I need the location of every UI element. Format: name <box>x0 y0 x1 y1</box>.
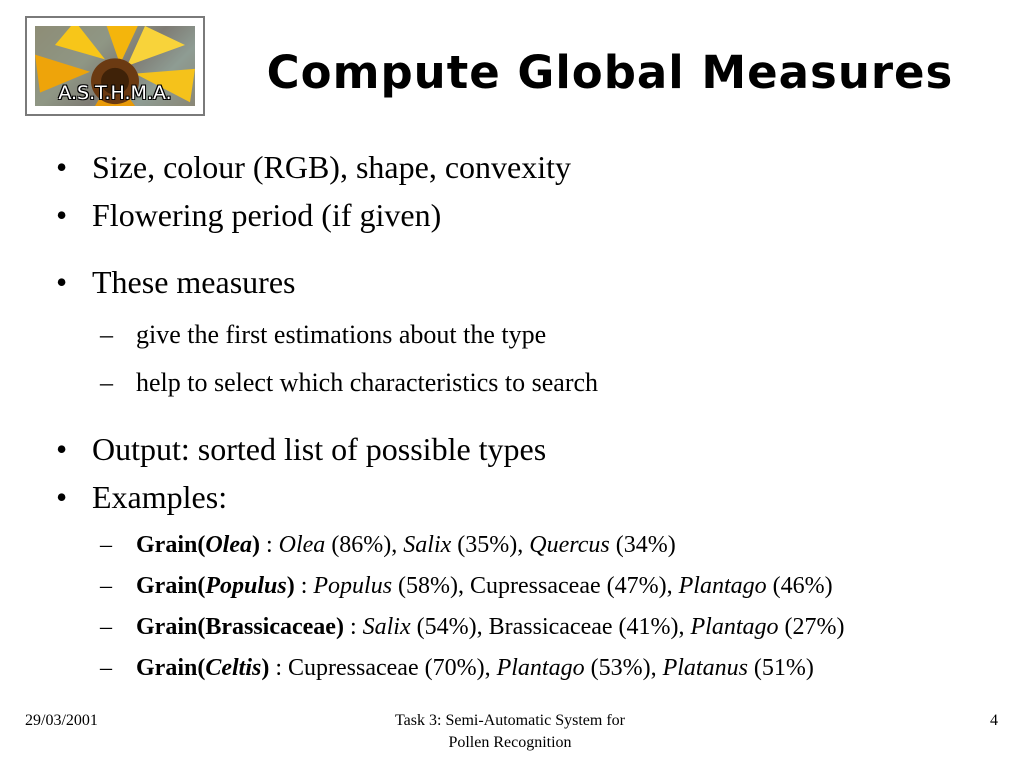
dash-icon: – <box>100 532 112 558</box>
sub-bullet-text: give the first estimations about the type <box>136 320 547 349</box>
bullet-text: These measures <box>92 264 296 300</box>
grain-label: Grain(Celtis) <box>136 655 270 681</box>
grain-label: Grain(Brassicaceae) <box>136 614 344 640</box>
dash-icon: – <box>100 655 112 681</box>
slide-title: Compute Global Measures <box>266 46 954 99</box>
type-name: Cupressaceae <box>288 655 419 681</box>
page-number: 4 <box>990 712 998 729</box>
dash-icon: – <box>100 614 112 640</box>
bullet-icon: • <box>56 149 68 185</box>
example-text: Grain(Celtis) : Cupressaceae (70%), Plantago (53%), Platanus (51%) <box>136 655 814 681</box>
footer-title-line: Pollen Recognition <box>448 733 572 751</box>
type-name: Plantago <box>690 614 779 640</box>
bullet-icon: • <box>56 431 68 467</box>
type-name: Quercus <box>529 532 610 558</box>
type-name: Salix <box>403 532 452 558</box>
example-text: Grain(Brassicaceae) : Salix (54%), Brassicaceae (41%), Plantago (27%) <box>136 614 845 640</box>
dash-icon: – <box>100 320 113 349</box>
bullet-text: Size, colour (RGB), shape, convexity <box>92 149 571 185</box>
type-name: Plantago <box>678 573 767 599</box>
dash-icon: – <box>100 368 113 397</box>
footer-title-line: Task 3: Semi-Automatic System for <box>395 712 625 729</box>
bullet-text: Examples: <box>92 479 228 515</box>
type-name: Plantago <box>496 655 585 681</box>
type-name: Olea <box>278 532 326 558</box>
type-name: Platanus <box>662 655 748 681</box>
footer-date: 29/03/2001 <box>25 712 98 729</box>
bullet-icon: • <box>56 264 68 300</box>
logo-text: A.S.T.H.M.A. <box>58 82 172 104</box>
type-name: Cupressaceae <box>470 573 601 599</box>
type-name: Brassicaceae <box>488 614 613 640</box>
dash-icon: – <box>100 573 112 599</box>
bullet-icon: • <box>56 197 68 233</box>
footer-title <box>360 710 660 753</box>
grain-label: Grain(Olea) <box>136 532 260 558</box>
bullet-text: Flowering period (if given) <box>92 197 442 233</box>
asthma-logo <box>25 16 205 116</box>
type-name: Salix <box>362 614 411 640</box>
grain-label: Grain(Populus) <box>136 573 295 599</box>
example-text: Grain(Populus) : Populus (58%), Cupressaceae (47%), Plantago (46%) <box>136 573 833 599</box>
bullet-text: Output: sorted list of possible types <box>92 431 547 467</box>
bullet-icon: • <box>56 479 68 515</box>
sub-bullet-text: help to select which characteristics to search <box>136 368 599 397</box>
type-name: Populus <box>313 573 393 599</box>
example-text: Grain(Olea) : Olea (86%), Salix (35%), Quercus (34%) <box>136 532 676 558</box>
sunflower-image <box>35 26 195 106</box>
